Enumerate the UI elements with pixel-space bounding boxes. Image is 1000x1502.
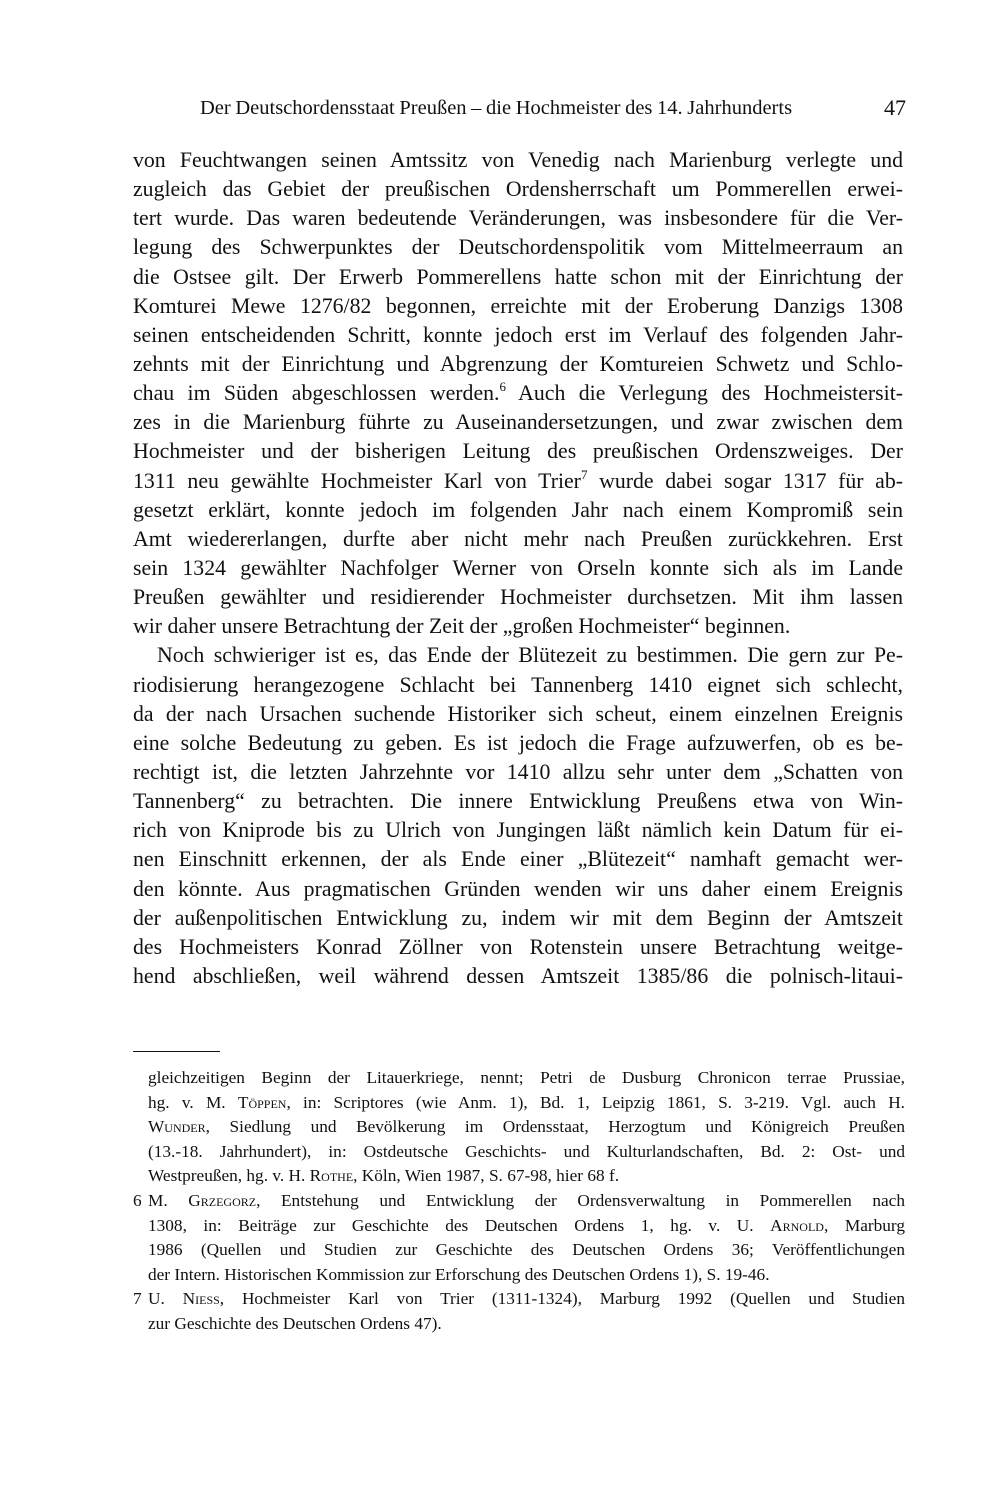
text-segment: M. bbox=[148, 1190, 189, 1210]
text-line: tert wurde. Das waren bedeutende Veränderungen, was insbesondere für die Ver- bbox=[133, 206, 903, 231]
text-line: von Feuchtwangen seinen Amtssitz von Venedig nach Marienburg verlegte und bbox=[133, 148, 903, 172]
footnote-separator bbox=[133, 1051, 220, 1052]
text-segment: , Entstehung und Entwicklung der Ordensverwaltung in Pommerellen nach bbox=[256, 1190, 905, 1210]
page-number: 47 bbox=[884, 95, 906, 120]
author-name: Grzegorz bbox=[188, 1190, 257, 1210]
author-name: Töppen bbox=[237, 1092, 287, 1112]
running-head bbox=[200, 92, 906, 124]
footnote-6 bbox=[133, 1189, 905, 1287]
text-segment: U. bbox=[148, 1289, 183, 1309]
text-segment: , Marburg bbox=[823, 1215, 905, 1235]
footnote-ref-7: 7 bbox=[580, 466, 588, 482]
footnote-line: zur Geschichte des Deutschen Ordens 47). bbox=[148, 1313, 442, 1333]
footnote-line: gleichzeitigen Beginn der Litauerkriege, nennt; Petri de Dusburg Chronicon terrae Prussiae, bbox=[148, 1068, 905, 1087]
footnote-continuation bbox=[133, 1066, 905, 1189]
text-line-with-note-7 bbox=[133, 467, 903, 496]
text-line: gesetzt erklärt, konnte jedoch im folgenden Jahr nach einem Kompromiß sein bbox=[133, 497, 903, 522]
footnote-line bbox=[148, 1189, 905, 1214]
footnote-line bbox=[148, 1214, 905, 1239]
text-line: zugleich das Gebiet der preußischen Ordensherrschaft um Pommerellen erwei- bbox=[133, 177, 903, 202]
footnote-line: (13.-18. Jahrhundert), in: Ostdeutsche Geschichts- und Kulturlandschaften, Bd. 2: Ost- und bbox=[148, 1141, 905, 1161]
main-text bbox=[133, 146, 903, 991]
text-segment: , in: Scriptores (wie Anm. 1), Bd. 1, Leipzig 1861, S. 3-219. Vgl. auch H. bbox=[286, 1092, 905, 1112]
footnote-ref-6: 6 bbox=[499, 379, 506, 395]
text-segment: chau im Süden abgeschlossen werden. bbox=[133, 381, 500, 406]
text-line: zehnts mit der Einrichtung und Abgrenzung der Komtureien Schwetz und Schlo- bbox=[133, 351, 903, 376]
text-line: Preußen gewählter und residierender Hochmeister durchsetzen. Mit ihm lassen bbox=[133, 585, 903, 610]
text-line: Komturei Mewe 1276/82 begonnen, erreichte mit der Eroberung Danzigs 1308 bbox=[133, 293, 903, 318]
text-line: eine solche Bedeutung zu geben. Es ist jedoch die Frage aufzuwerfen, ob es be- bbox=[133, 730, 903, 755]
text-segment: , Siedlung und Bevölkerung im Ordensstaat, Herzogtum und Königreich Preußen bbox=[205, 1117, 905, 1137]
author-name: Niess bbox=[182, 1289, 220, 1309]
text-line: rechtigt ist, die letzten Jahrzehnte vor 1410 allzu sehr unter dem „Schatten von bbox=[133, 759, 903, 784]
text-line: die Ostsee gilt. Der Erwerb Pommerellens hatte schon mit der Einrichtung der bbox=[133, 264, 903, 289]
text-line: zes in die Marienburg führte zu Auseinandersetzungen, und zwar zwischen dem bbox=[133, 410, 903, 435]
text-segment: 1308, in: Beiträge zur Geschichte des Deutschen Ordens 1, hg. v. U. bbox=[148, 1215, 771, 1235]
text-line: sein 1324 gewählter Nachfolger Werner von Orseln konnte sich als im Lande bbox=[133, 555, 903, 580]
footnote-line bbox=[148, 1287, 905, 1312]
text-line: des Hochmeisters Konrad Zöllner von Rotenstein unsere Betrachtung weitge- bbox=[133, 934, 903, 959]
text-segment: Auch die Verlegung des Hochmeistersit- bbox=[505, 381, 904, 406]
footnote-line bbox=[148, 1164, 905, 1189]
running-title: Der Deutschordensstaat Preußen – die Hochmeister des 14. Jahrhunderts bbox=[200, 97, 793, 119]
text-line-with-note-6 bbox=[133, 379, 903, 408]
text-line: seinen entscheidenden Schritt, konnte jedoch erst im Verlauf des folgenden Jahr- bbox=[133, 322, 903, 347]
text-line: nen Einschnitt erkennen, der als Ende einer „Blütezeit“ namhaft gemacht wer- bbox=[133, 847, 903, 872]
text-segment: Westpreußen, hg. v. H. bbox=[148, 1166, 310, 1186]
text-segment: hg. v. M. bbox=[148, 1092, 238, 1112]
text-line: wir daher unsere Betrachtung der Zeit der „großen Hochmeister“ beginnen. bbox=[133, 614, 791, 639]
author-name: Rothe bbox=[309, 1166, 354, 1186]
text-line: Amt wiedererlangen, durfte aber nicht mehr nach Preußen zurückkehren. Erst bbox=[133, 526, 903, 551]
footnote-number: 7 bbox=[133, 1289, 142, 1309]
footnote-line bbox=[148, 1115, 905, 1140]
text-segment: wurde dabei sogar 1317 für ab- bbox=[587, 468, 903, 493]
text-segment: , Köln, Wien 1987, S. 67-98, hier 68 f. bbox=[353, 1166, 620, 1186]
footnote-number: 6 bbox=[133, 1190, 142, 1210]
footnote-line bbox=[148, 1091, 905, 1116]
text-line: den könnte. Aus pragmatischen Gründen wenden wir uns daher einem Ereignis bbox=[133, 876, 903, 901]
text-segment: , Hochmeister Karl von Trier (1311-1324), Marburg 1992 (Quellen und Studien bbox=[219, 1289, 905, 1309]
text-line: der außenpolitischen Entwicklung zu, indem wir mit dem Beginn der Amtszeit bbox=[133, 905, 903, 930]
text-line: rich von Kniprode bis zu Ulrich von Jungingen läßt nämlich kein Datum für ei- bbox=[133, 818, 903, 843]
text-line: hend abschließen, weil während dessen Amtszeit 1385/86 die polnisch-litaui- bbox=[133, 963, 903, 988]
text-line: da der nach Ursachen suchende Historiker sich scheut, einem einzelnen Ereignis bbox=[133, 701, 903, 726]
text-line: legung des Schwerpunktes der Deutschordenspolitik vom Mittelmeerraum an bbox=[133, 235, 903, 260]
footnote-7 bbox=[133, 1287, 905, 1336]
footnote-line: 1986 (Quellen und Studien zur Geschichte des Deutschen Ordens 36; Veröffentlichungen bbox=[148, 1240, 905, 1260]
paragraph-start-line: Noch schwieriger ist es, das Ende der Blütezeit zu bestimmen. Die gern zur Pe- bbox=[157, 643, 903, 668]
footnotes bbox=[133, 1066, 905, 1337]
text-line: riodisierung herangezogene Schlacht bei Tannenberg 1410 eignet sich schlecht, bbox=[133, 672, 903, 697]
author-name: Wunder bbox=[148, 1117, 206, 1137]
text-line: Hochmeister und der bisherigen Leitung des preußischen Ordenszweiges. Der bbox=[133, 439, 903, 464]
author-name: Arnold bbox=[770, 1215, 824, 1235]
text-segment: 1311 neu gewählte Hochmeister Karl von Trier bbox=[133, 468, 581, 493]
text-line: Tannenberg“ zu betrachten. Die innere Entwicklung Preußens etwa von Win- bbox=[133, 789, 903, 814]
footnote-line: der Intern. Historischen Kommission zur Erforschung des Deutschen Ordens 1), S. 19-46. bbox=[148, 1264, 770, 1284]
